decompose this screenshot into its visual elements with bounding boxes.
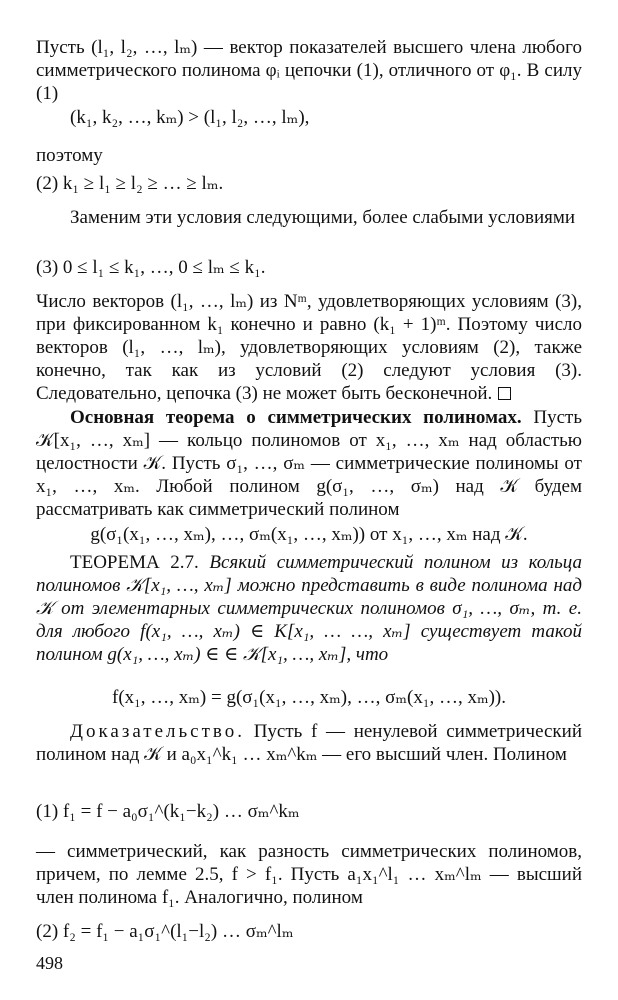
page-number: 498 bbox=[36, 953, 63, 973]
formula-inequality-k-l: (k₁, k₂, …, kₘ) > (l₁, l₂, …, lₘ), bbox=[70, 107, 310, 128]
paragraph-weaker-conditions: Заменим эти условия следующими, более слабыми условиями bbox=[70, 207, 576, 228]
formula-g-sigma: g(σ₁(x₁, …, xₘ), …, σₘ(x₁, …, xₘ)) от x₁, …, xₘ над 𝒦. bbox=[90, 524, 528, 545]
paragraph-vector-exponents: Пусть (l₁, l₂, …, lₘ) — вектор показателей высшего члена любого симметрического полинома φᵢ цепочки (1), отличного от φ₁. В силу (1) bbox=[36, 37, 582, 104]
theorem-label: ТЕОРЕМА 2.7. bbox=[70, 552, 199, 573]
end-of-proof-square-icon bbox=[498, 387, 511, 400]
formula-f2: (2) f₂ = f₁ − a₁σ₁^(l₁−l₂) … σₘ^lₘ bbox=[36, 921, 294, 942]
paragraph-number-of-vectors bbox=[36, 290, 582, 405]
formula-3: (3) 0 ≤ l₁ ≤ k₁, …, 0 ≤ lₘ ≤ k₁. bbox=[36, 257, 266, 278]
paragraph-number-of-vectors-text: Число векторов (l₁, …, lₘ) из Nᵐ, удовлетворяющих условиям (3), при фиксированном k₁ конечно и равно (k₁ + 1)ᵐ. Поэтому число векторов (l₁, …, lₘ), удовлетворяющих условиям (2), также конечно, так как из условий (2) следуют условия (3). Следовательно, цепочка (3) не может быть бесконечной. bbox=[36, 291, 582, 404]
formula-f1: (1) f₁ = f − a₀σ₁^(k₁−k₂) … σₘ^kₘ bbox=[36, 801, 300, 822]
theorem-2-7 bbox=[36, 551, 582, 666]
proof-text: Пусть f — ненулевой симметрический полином над 𝒦 и a₀x₁^k₁ … xₘ^kₘ — его высший член. Полином bbox=[36, 721, 582, 765]
theorem-text: Всякий симметрический полином из кольца полиномов 𝒦[x₁, …, xₘ] можно представить в виде полинома над 𝒦 от элементарных симметрических полиномов σ₁, …, σₘ, т. е. для любого f(x₁, …, xₘ) ∈ K[x₁, … …, xₘ] существует такой полином g(x₁, …, xₘ) ∈ ∈ 𝒦[x₁, …, xₘ], что bbox=[36, 552, 582, 665]
paragraph-therefore: поэтому bbox=[36, 145, 103, 166]
proof-label: Доказательство. bbox=[70, 721, 245, 742]
main-theorem-heading: Основная теорема о симметрических полиномах. bbox=[70, 407, 522, 428]
formula-f-equals-g: f(x₁, …, xₘ) = g(σ₁(x₁, …, xₘ), …, σₘ(x₁, …, xₘ)). bbox=[112, 687, 506, 708]
formula-2: (2) k₁ ≥ l₁ ≥ l₂ ≥ … ≥ lₘ. bbox=[36, 173, 224, 194]
paragraph-symmetric-difference: — симметрический, как разность симметрических полиномов, причем, по лемме 2.5, f > f₁. Пусть a₁x₁^l₁ … xₘ^lₘ — высший член полинома f₁. Аналогично, полином bbox=[36, 841, 582, 908]
paragraph-proof bbox=[36, 720, 582, 766]
main-theorem-text: Пусть 𝒦[x₁, …, xₘ] — кольцо полиномов от x₁, …, xₘ над областью целостности 𝒦. Пусть σ₁, …, σₘ — симметрические полиномы от x₁, …, xₘ. Любой полином g(σ₁, …, σₘ) над 𝒦 будем рассматривать как симметрический полином bbox=[36, 407, 583, 520]
paragraph-main-theorem-intro bbox=[36, 406, 582, 521]
